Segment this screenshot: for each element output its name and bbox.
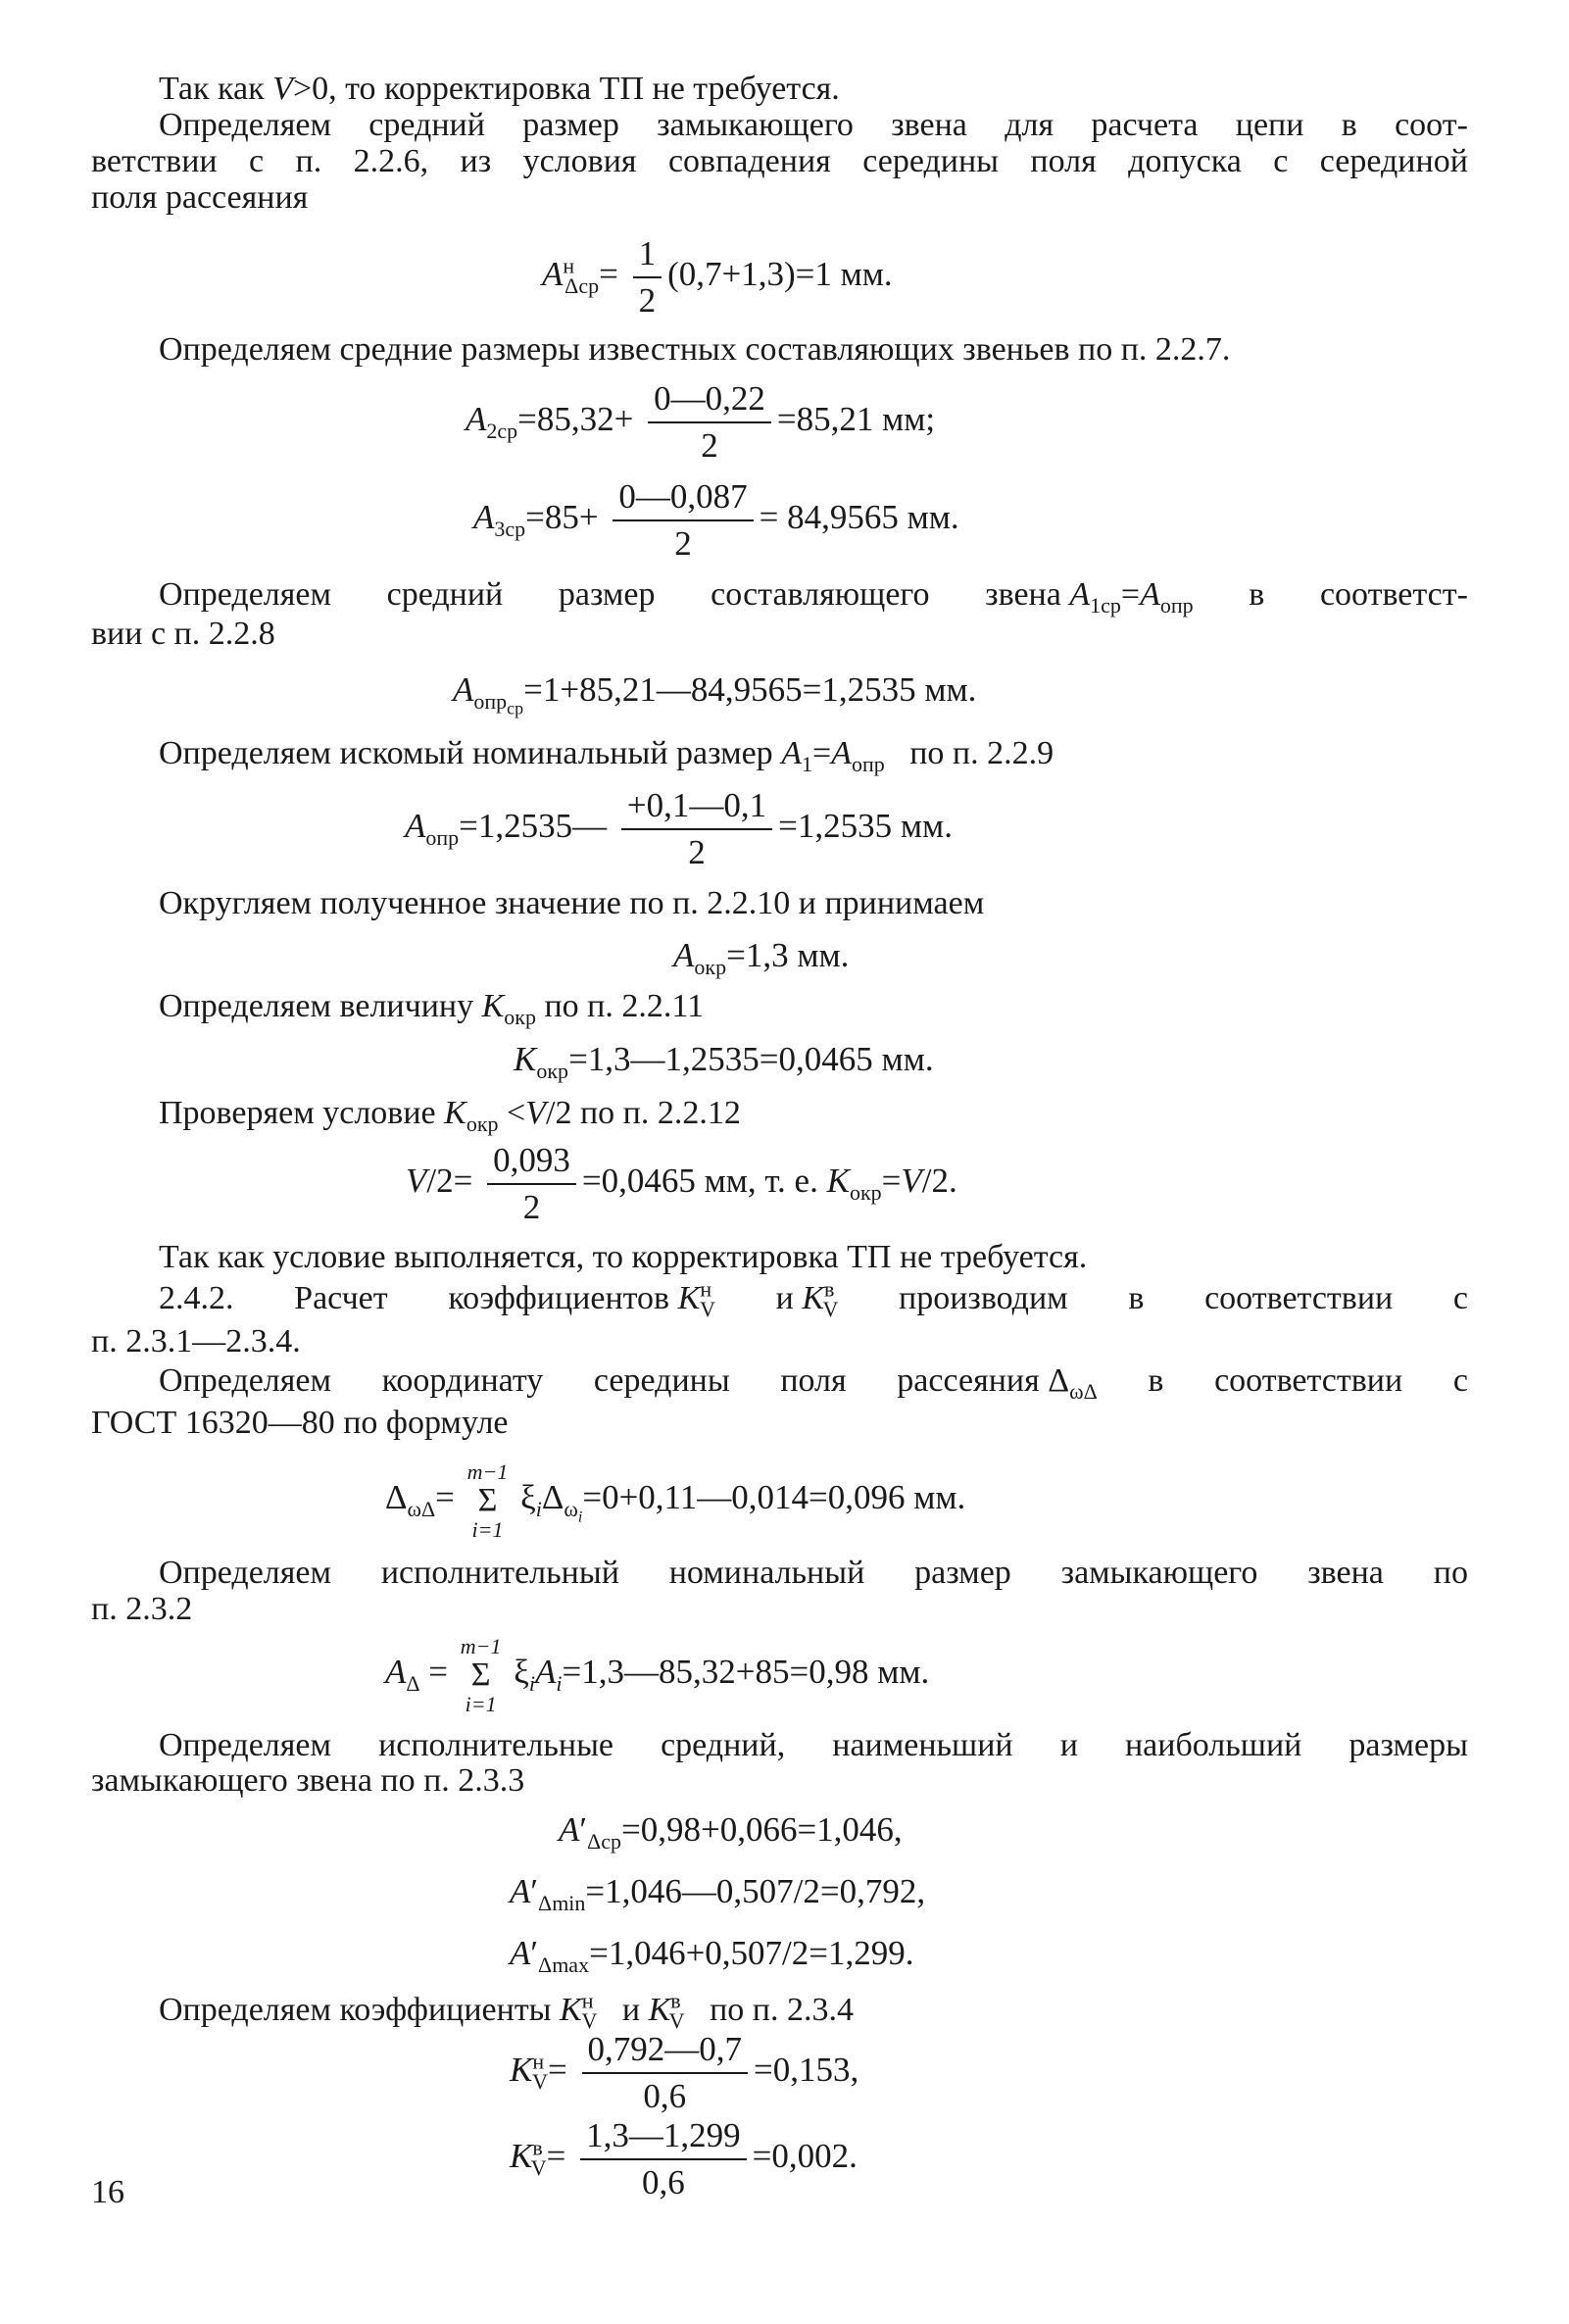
formula: $\Delta_{\omega\Delta}=$ m−1 Σ i=1 $\xi_i\Delta_{\omega_i}=0+0,11—0,014=0,096$ мм. xyxy=(385,1459,966,1542)
formula: $A_{2ср}=85,32+$ $\frac{0—0,22}{2}$ =85,21 мм; xyxy=(466,379,936,465)
text-line: Определяем средний размер замыкающего звена для расчета цепи в соот- xyxy=(159,107,1468,143)
text-line: поля рассеяния xyxy=(91,179,309,216)
formula: $A'_{\Delta ср}=0,98+0,066=1,046$, xyxy=(559,1810,903,1854)
text-line: Определяем средний размер составляющего звена $A_{1ср}=A_{опр}$ в соответст- xyxy=(159,576,1468,618)
text-line: замыкающего звена по п. 2.3.3 xyxy=(91,1762,525,1799)
formula: $A'_{\Delta max}=1,046+0,507/2=1,299$. xyxy=(510,1934,914,1977)
text-line: вии с п. 2.2.8 xyxy=(91,616,275,652)
formula: V/2= $\frac{0,093}{2}$ =0,0465 мм, т. е. $K_{окр}=V/2$. xyxy=(406,1141,957,1226)
text-line: п. 2.3.1—2.3.4. xyxy=(91,1323,301,1360)
formula: $A_{опр_{ср}}=1+85,21—84,9565=1,2535$ мм. xyxy=(453,670,977,718)
text-line: Определяем средние размеры известных составляющих звеньев по п. 2.2.7. xyxy=(159,331,1231,368)
formula: $K_{окр}=1,3—1,2535=0,0465$ мм. xyxy=(514,1040,934,1083)
text-line: п. 2.3.2 xyxy=(91,1591,193,1627)
formula: $A_{3ср}=85+$ $\frac{0—0,087}{2}$ = 84,9565 мм. xyxy=(473,477,959,563)
formula: $A_{окр}=1,3$ мм. xyxy=(673,936,850,979)
formula: $K^н_V=$ $\frac{0,792—0,7}{0,6}$ =0,153, xyxy=(510,2030,859,2115)
text-line: Определяем координату середины поля рассеяния $\Delta_{\omega\Delta}$ в соответствии с xyxy=(159,1362,1468,1404)
text-line: Определяем коэффициенты $K^н_V$ и $K^в_V$ по п. 2.3.4 xyxy=(159,1988,854,2033)
text-line: Определяем исполнительный номинальный размер замыкающего звена по xyxy=(159,1555,1468,1591)
text-line: ГОСТ 16320—80 по формуле xyxy=(91,1405,509,1441)
text-line: Определяем величину $K_{окр}$ по п. 2.2.11 xyxy=(159,988,705,1029)
formula: $A^н_{\Delta ср}=$ $\frac{1}{2}$ (0,7+1,3)=1 мм. xyxy=(542,234,893,320)
text-line: Определяем исполнительные средний, наименьший и наибольший размеры xyxy=(159,1727,1468,1763)
formula: $A'_{\Delta min}=1,046—0,507/2=0,792$, xyxy=(510,1872,926,1915)
text-line: Так как V>0, то корректировка ТП не требуется. xyxy=(159,71,840,107)
text-line: Округляем полученное значение по п. 2.2.10 и принимаем xyxy=(159,885,985,921)
formula: $K^в_V=$ $\frac{1,3—1,299}{0,6}$ =0,002. xyxy=(510,2116,858,2201)
text-line: ветствии с п. 2.2.6, из условия совпадения середины поля допуска с серединой xyxy=(91,143,1468,179)
text-line: 2.4.2. Расчет коэффициентов $K^н_V$ и $K^в_V$ производим в соответствии с xyxy=(159,1276,1468,1321)
text-line: Так как условие выполняется, то корректировка ТП не требуется. xyxy=(159,1239,1088,1275)
page-number: 16 xyxy=(91,2174,124,2210)
text-line: Определяем искомый номинальный размер $A_1=A_{опр}$ по п. 2.2.9 xyxy=(159,735,1054,776)
formula: $A_\Delta$ = m−1 Σ i=1 $\xi_iA_i=1,3—85,32+85=0,98$ мм. xyxy=(385,1634,930,1716)
text-line: Проверяем условие $K_{окр} <V/2$ по п. 2.2.12 xyxy=(159,1095,741,1136)
formula: $A_{опр}=1,2535—$ $\frac{+0,1—0,1}{2}$ =1,2535 мм. xyxy=(405,786,953,871)
